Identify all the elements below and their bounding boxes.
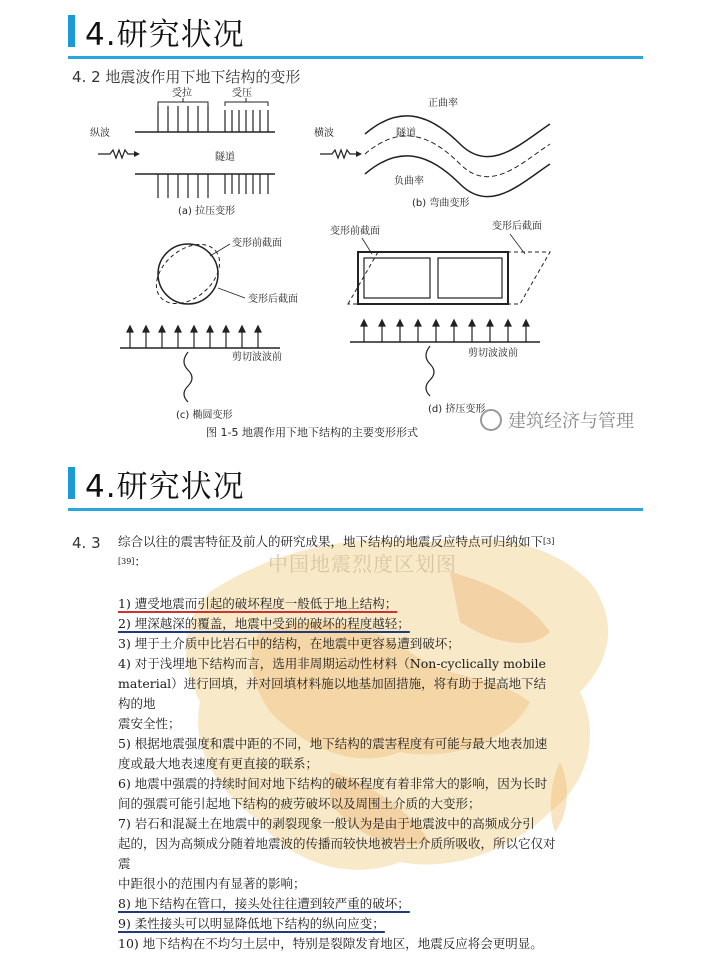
item-2: 2) 埋深越深的覆盖，地震中受到的破坏的程度越轻；: [118, 616, 410, 631]
slide-title-2: 4.研究状况: [85, 468, 245, 505]
intro-reference: [3][39]: [118, 537, 555, 566]
slide-title: 4.研究状况: [85, 16, 245, 53]
slide-title-bar-2: [68, 464, 245, 505]
item-3: 3) 埋于土介质中比岩石中的结构，在地震中更容易遭到破坏；: [118, 636, 460, 651]
intro-text: 综合以往的震害特征及前人的研究成果，地下结构的地震反应特点可归纳如下: [118, 534, 544, 549]
label-shear-wave-front-c: 剪切波波前: [232, 352, 282, 363]
list-item: [118, 634, 558, 654]
item-10: 10) 地下结构在不均匀土层中，特别是裂隙发育地区，地震反应将会更明显。: [118, 936, 543, 951]
title-underline-2: [68, 508, 643, 511]
intro-paragraph: [118, 532, 558, 572]
caption-a: (a) 拉压变形: [178, 206, 236, 217]
slide-title-bar: [68, 12, 245, 53]
list-item: [118, 654, 558, 674]
label-tunnel-a: 隧道: [215, 152, 235, 163]
intro-end: ：: [134, 554, 147, 569]
section-subheading: 4. 2 地震波作用下地下结构的变形: [72, 68, 301, 86]
item-1: 1) 遭受地震而引起的破坏程度一般低于地上结构；: [118, 596, 398, 611]
list-item-continued: [118, 714, 558, 734]
list-item: [118, 594, 558, 614]
label-shear-wave-front-d: 剪切波波前: [468, 348, 518, 359]
list-item: [118, 734, 558, 754]
caption-c: (c) 椭圆变形: [176, 410, 233, 421]
list-item-continued: [118, 834, 558, 874]
label-transverse-wave: 横波: [314, 128, 334, 139]
label-longitudinal-wave: 纵波: [90, 128, 110, 139]
item-7b: 起的，因为高频成分随着地震波的传播而较快地被岩土介质所吸收，所以它仅对震: [118, 836, 556, 871]
item-6b: 间的强震可能引起地下结构的疲劳破坏以及周围土介质的大变形；: [118, 796, 481, 811]
item-4b: material）进行回填，并对回填材料施以地基加固措施，将有助于提高地下结构的地: [118, 676, 547, 711]
watermark-text: 建筑经济与管理: [508, 411, 634, 432]
item-9: 9) 柔性接头可以明显降低地下结构的纵向应变；: [118, 916, 385, 931]
wechat-icon: [480, 409, 502, 431]
list-item-continued: [118, 754, 558, 774]
caption-d: (d) 挤压变形: [428, 404, 486, 415]
item-7a: 7) 岩石和混凝土在地震中的剥裂现象一般认为是由于地震波中的高频成分引: [118, 816, 535, 831]
label-after-section-c: 变形后截面: [248, 294, 298, 305]
list-item: [118, 914, 558, 934]
deformation-diagrams: [80, 84, 660, 424]
label-positive-curvature: 正曲率: [428, 98, 458, 109]
item-5b: 度或最大地表速度有更直接的联系；: [118, 756, 319, 771]
label-tunnel-b: 隧道: [396, 128, 416, 139]
watermark: [480, 407, 634, 433]
item-5a: 5) 根据地震强度和震中距的不同，地下结构的震害程度有可能与最大地表加速: [118, 736, 548, 751]
label-before-section-c: 变形前截面: [232, 238, 282, 249]
characteristics-text: [118, 532, 558, 954]
diagram-a-tension-compression: [90, 86, 275, 217]
item-4a: 4) 对于浅埋地下结构而言，选用非周期运动性材料（Non-cyclically mobile: [118, 656, 546, 671]
section-number: 4. 3: [72, 534, 101, 552]
map-title: 中国地震烈度区划图: [268, 552, 457, 576]
list-item: [118, 614, 558, 634]
diagram-d-racking: [330, 219, 550, 415]
item-7c: 中距很小的范围内有显著的影响；: [118, 876, 306, 891]
list-item-continued: [118, 674, 558, 714]
label-after-section-d: 变形后截面: [492, 221, 542, 232]
item-4c: 震安全性；: [118, 716, 181, 731]
label-before-section-d: 变形前截面: [330, 226, 380, 237]
item-8: 8) 地下结构在管口，接头处往往遭到较严重的破坏；: [118, 896, 410, 911]
list-item-continued: [118, 874, 558, 894]
slide-seismic-characteristics: [0, 452, 703, 951]
list-item: [118, 894, 558, 914]
diagram-c-ovaling: [120, 232, 298, 421]
item-6a: 6) 地震中强震的持续时间对地下结构的破坏程度有着非常大的影响，因为长时: [118, 776, 548, 791]
caption-b: (b) 弯曲变形: [412, 198, 470, 209]
list-item-continued: [118, 794, 558, 814]
title-underline: [68, 56, 643, 59]
title-accent-bar: [68, 15, 75, 47]
slide-deformation: [0, 0, 703, 452]
label-negative-curvature: 负曲率: [394, 176, 424, 187]
list-item: [118, 934, 558, 954]
spacer: [118, 572, 558, 594]
title-accent-bar-2: [68, 467, 75, 499]
list-item: [118, 814, 558, 834]
label-compression: 受压: [232, 88, 252, 99]
label-tension: 受拉: [172, 88, 192, 99]
figure-caption: 图 1-5 地震作用下地下结构的主要变形形式: [206, 426, 418, 439]
list-item: [118, 774, 558, 794]
diagram-b-bending: [314, 96, 550, 209]
